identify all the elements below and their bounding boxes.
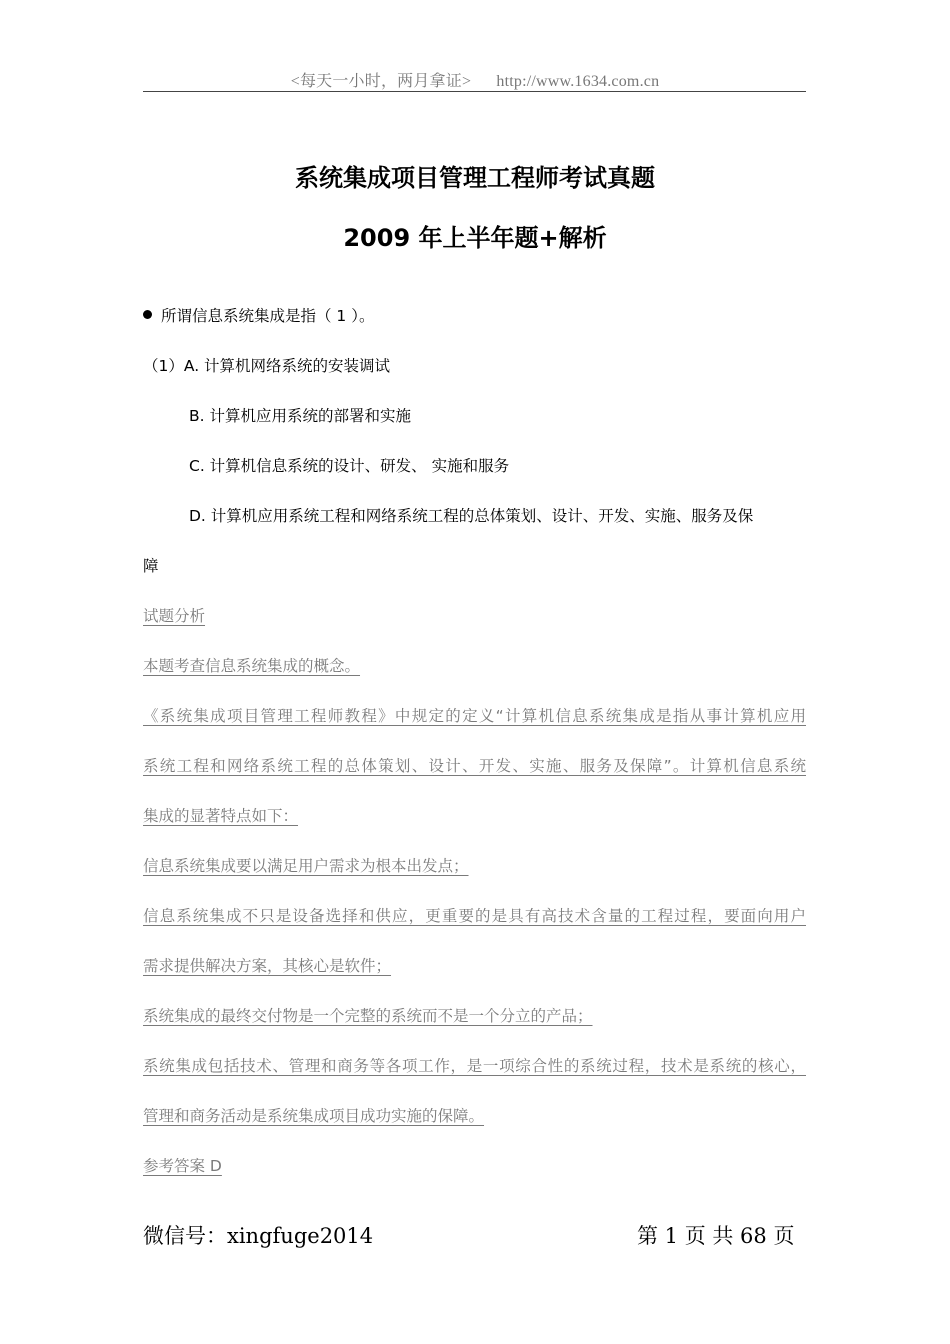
page-header: [0, 68, 950, 91]
header-url[interactable]: http://www.1634.com.cn: [496, 73, 660, 90]
header-tagline: <每天一小时，两月拿证>: [290, 73, 472, 90]
point-2-line1: 信息系统集成不只是设备选择和供应，更重要的是具有高技术含量的工程过程，要面向用户: [143, 907, 806, 925]
reference-answer: 参考答案 D: [143, 1157, 222, 1175]
analysis-heading: 试题分析: [143, 607, 206, 625]
question-stem: [143, 304, 374, 326]
point-4-line2: 管理和商务活动是系统集成项目成功实施的保障。: [143, 1107, 485, 1125]
footer-page-number: 第 1 页 共 68 页: [637, 1224, 795, 1248]
definition-line1: 《系统集成项目管理工程师教程》中规定的定义“计算机信息系统集成是指从事计算机应用: [143, 707, 806, 725]
question-stem-text: 所谓信息系统集成是指（ 1 ）。: [161, 307, 375, 325]
option-d-line2: 障: [143, 557, 159, 575]
option-d-line1: D. 计算机应用系统工程和网络系统工程的总体策划、设计、开发、实施、服务及保: [189, 507, 754, 525]
point-2-line2: 需求提供解决方案，其核心是软件；: [143, 957, 392, 975]
option-b: B. 计算机应用系统的部署和实施: [189, 407, 411, 425]
header-divider: [143, 91, 806, 92]
option-c: C. 计算机信息系统的设计、研发、 实施和服务: [189, 457, 510, 475]
document-title: 系统集成项目管理工程师考试真题: [295, 164, 655, 192]
point-4-line1: 系统集成包括技术、管理和商务等各项工作，是一项综合性的系统过程，技术是系统的核心，: [143, 1057, 806, 1075]
definition-line2: 系统工程和网络系统工程的总体策划、设计、开发、实施、服务及保障”。计算机信息系统: [143, 757, 806, 775]
point-3: 系统集成的最终交付物是一个完整的系统而不是一个分立的产品；: [143, 1007, 593, 1025]
bullet-icon: [143, 310, 152, 319]
document-subtitle: 2009 年上半年题+解析: [343, 224, 607, 252]
footer-wechat: 微信号：xingfuge2014: [143, 1224, 374, 1248]
analysis-intro: 本题考查信息系统集成的概念。: [143, 657, 361, 675]
definition-line3: 集成的显著特点如下：: [143, 807, 299, 825]
option-a: （1）A. 计算机网络系统的安装调试: [143, 357, 391, 375]
point-1: 信息系统集成要以满足用户需求为根本出发点；: [143, 857, 469, 875]
